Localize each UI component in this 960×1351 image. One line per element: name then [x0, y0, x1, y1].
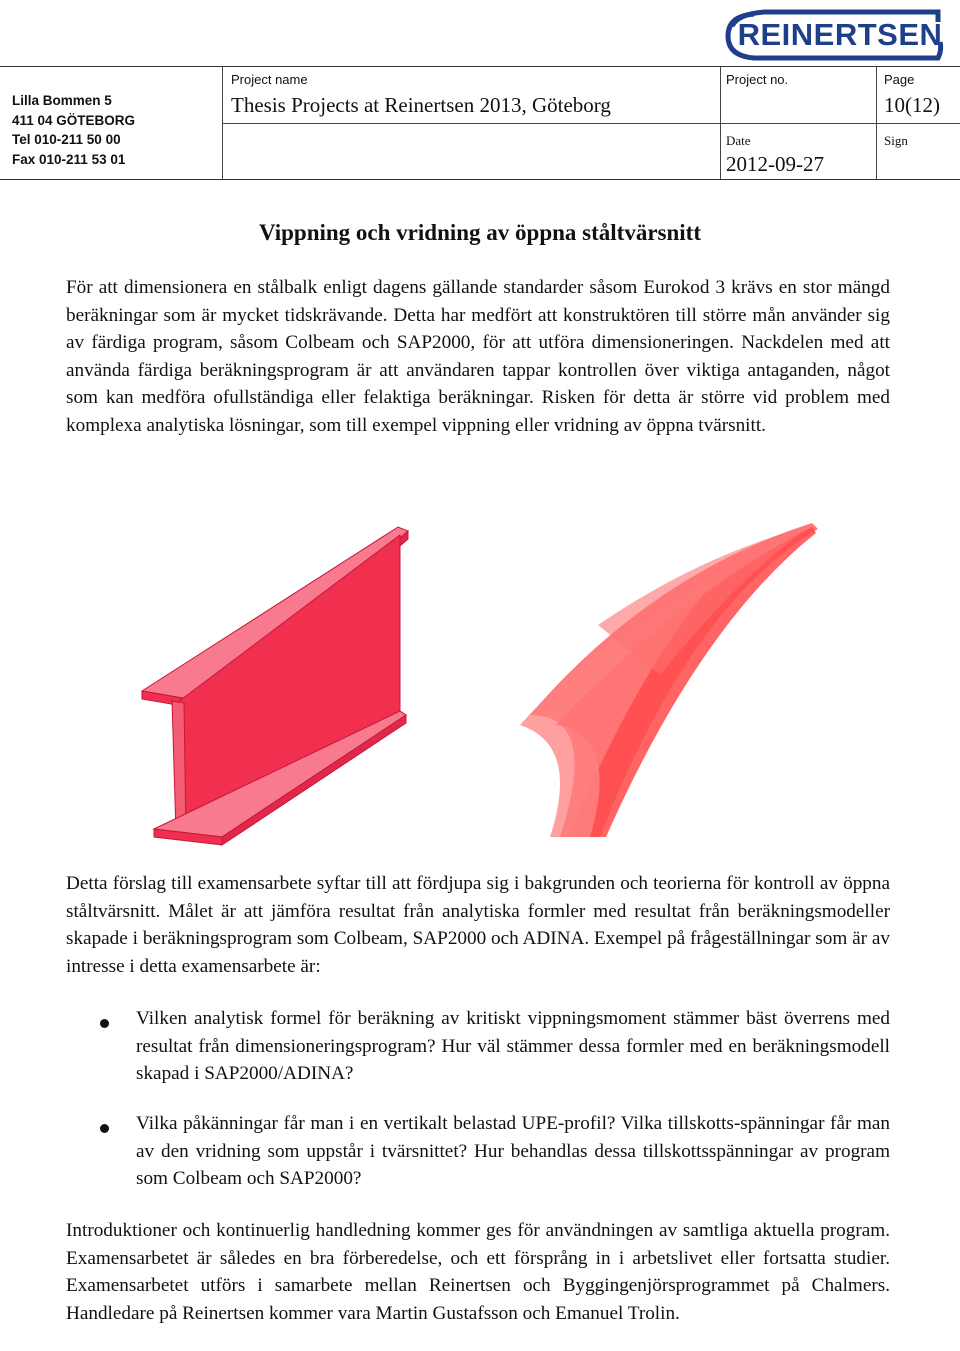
twisted-beam-illustration [520, 523, 818, 837]
address-city: 411 04 GÖTEBORG [12, 112, 136, 128]
project-name: Thesis Projects at Reinertsen 2013, Göteborg [231, 93, 611, 117]
company-address [12, 91, 135, 169]
page-number: 10(12) [884, 93, 940, 117]
project-no-label: Project no. [726, 72, 789, 87]
page-title: Vippning och vridning av öppna ståltvärsnitt [258, 220, 701, 245]
project-name-label: Project name [231, 72, 308, 87]
straight-i-beam-illustration [142, 527, 408, 845]
intro-paragraph: För att dimensionera en stålbalk enligt dagens gällande standarder såsom Eurokod 3 krävs en stor mängd beräkningar som är mycket tidskrävande. Detta har medfört att konstruktören till större mån använder sig av färdiga program, såsom Colbeam och SAP2000, för att utföra dimensioneringen. Nackdelen med att använda färdiga beräkningsprogram är att användaren tappar kontrollen över viktiga antaganden, något som kan medföra ofullständiga eller felaktiga beräkningar. Risken för detta är större vid problem med komplexa analytiska lösningar, som till exempel vippning eller vridning av öppna tvärsnitt. [66, 277, 890, 436]
closing-paragraph: Introduktioner och kontinuerlig handledning kommer ges för användningen av samtliga aktuella program. Examensarbetet är således en bra förberedelse, och ett försprång in i arbetslivet eller fortsatta studier. Examensarbetet utförs i samarbete mellan Reinertsen och Byggingenjörsprogrammet på Chalmers. Handledare på Reinertsen kommer vara Martin Gustafsson och Emanuel Trolin. [66, 1220, 890, 1324]
address-fax: Fax 010-211 53 01 [12, 151, 126, 167]
header-row-divider [222, 123, 960, 124]
logo-wordmark: REINERTSEN [737, 17, 943, 52]
address-street: Lilla Bommen 5 [12, 93, 112, 108]
bullet-icon [100, 1124, 109, 1133]
beam-figure [0, 515, 960, 850]
address-phone: Tel 010-211 50 00 [12, 132, 121, 147]
purpose-paragraph: Detta förslag till examensarbete syftar till att fördjupa sig i bakgrunden och teorierna för kontroll av öppna ståltvärsnitt. Målet är att jämföra resultat från analytiska formler med resultat från beräkningsmodeller skapade i beräkningsprogram som Colbeam, SAP2000 och ADINA. Exempel på frågeställningar som är av intresse i detta examensarbete är: [66, 873, 890, 977]
sign-label: Sign [884, 133, 908, 148]
document-header [0, 66, 960, 180]
page-label: Page [884, 72, 915, 87]
bullet-icon [100, 1019, 109, 1028]
list-item: Vilka påkänningar får man i en vertikalt belastad UPE-profil? Vilka tillskotts-spänningar får man av den vridning som uppstår i tvärsnittet? Hur behandlas dessa tillskottsspänningar av program som Colbeam och SAP2000? [136, 1113, 890, 1190]
list-item: Vilken analytisk formel för beräkning av kritiskt vippningsmoment stämmer bäst överrens med resultat från dimensioneringsprogram? Hur väl stämmer dessa formler med en beräkningsmodell skapad i SAP2000/ADINA? [136, 1008, 890, 1085]
date-label: Date [726, 133, 751, 148]
date-value: 2012-09-27 [726, 152, 824, 176]
